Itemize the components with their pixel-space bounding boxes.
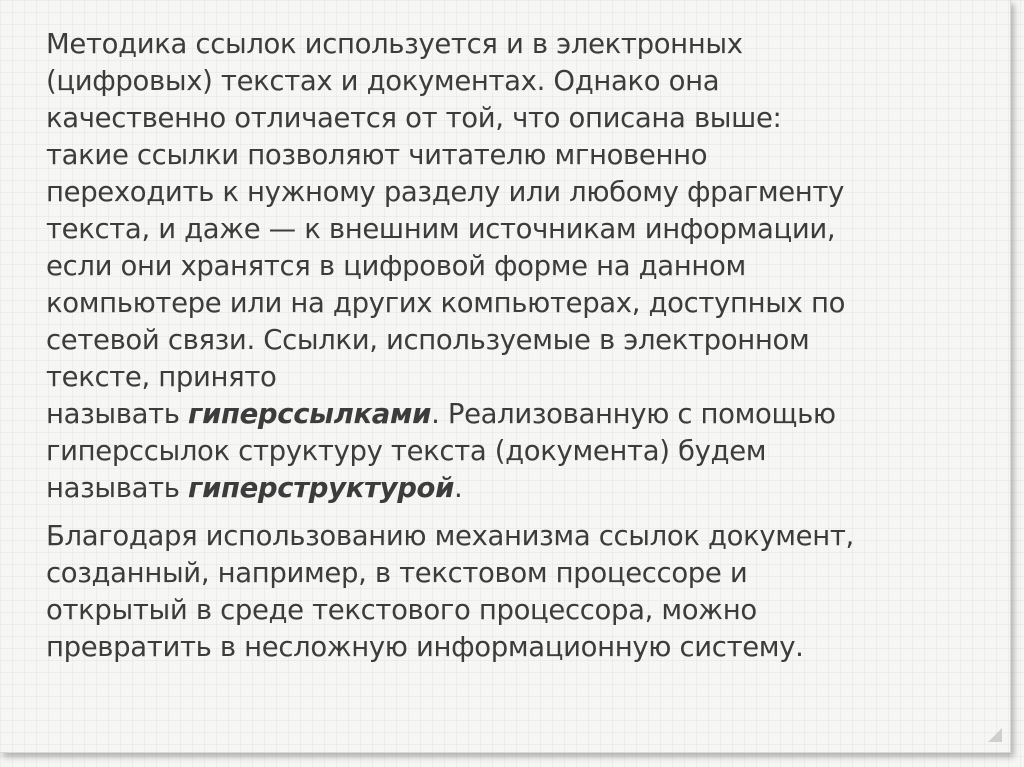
text-line: гиперссылок структуру текста (документа) будем [46, 435, 767, 467]
text-line: такие ссылки позволяют читателю мгновенно [46, 139, 708, 171]
text-line: Методика ссылок используется и в электронных [46, 28, 743, 60]
text-line: (цифровых) текстах и документах. Однако она [46, 65, 720, 97]
text-line: текста, и даже — к внешним источникам информации, [46, 213, 836, 245]
text-line: компьютере или на других компьютерах, доступных по [46, 287, 846, 319]
page-corner-fold [988, 728, 1002, 742]
text-line: если они хранятся в цифровой форме на данном [46, 250, 746, 282]
text-fragment: . [454, 472, 463, 504]
paragraph-hyperlinks [46, 26, 946, 507]
text-fragment: . Реализованную с помощью [431, 398, 836, 430]
term-hyperstructure: гиперструктурой [188, 472, 454, 504]
text-line: переходить к нужному разделу или любому фрагменту [46, 176, 845, 208]
text-fragment: называть [46, 472, 189, 504]
text-line: превратить в несложную информационную систему. [46, 631, 804, 663]
text-line: качественно отличается от той, что описана выше: [46, 102, 782, 134]
slide-text-body [46, 26, 946, 666]
text-fragment: называть [46, 398, 189, 430]
text-line: сетевой связи. Ссылки, используемые в электронном [46, 324, 810, 356]
text-line: Благодаря использованию механизма ссылок документ, [46, 520, 854, 552]
text-line: открытый в среде текстового процессора, можно [46, 594, 757, 626]
text-line: созданный, например, в текстовом процессоре и [46, 557, 748, 589]
term-hyperlinks: гиперссылками [188, 398, 432, 430]
paragraph-information-system [46, 518, 946, 666]
text-line: тексте, принято [46, 361, 277, 393]
